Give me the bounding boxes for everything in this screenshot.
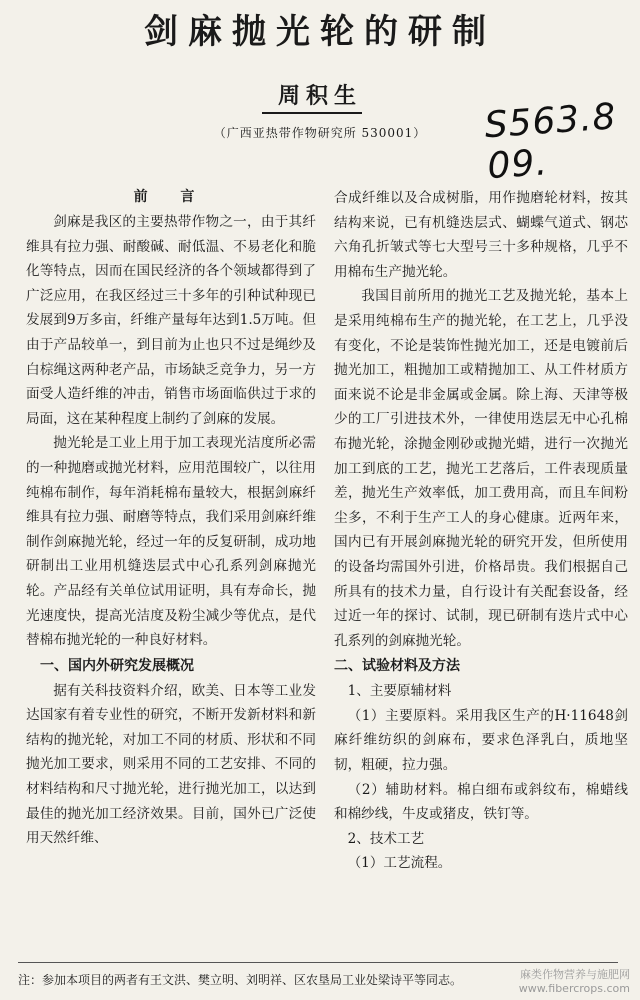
- watermark-site-name: 麻类作物营养与施肥网: [520, 968, 630, 981]
- author-underline: [262, 112, 362, 114]
- list-item: （1）主要原料。采用我区生产的H·11648剑麻纤维纺织的剑麻布，要求色泽乳白，质地坚韧，粗硬，拉力强。: [334, 707, 628, 774]
- section-heading: 一、国内外研究发展概况: [40, 657, 194, 674]
- author-affiliation: （广西亚热带作物研究所 530001）: [213, 126, 427, 140]
- paragraph: 我国目前所用的抛光工艺及抛光轮，基本上是采用纯棉布生产的抛光轮，在工艺上，几乎没有变化，不论是装饰性抛光加工，还是电镀前后抛光加工，粗抛加工或精抛加工、从工件材质方面来说不论是非金属或金属。除上海、天津等极少的工厂引进技术外，一律使用迭层无中心孔棉布抛光轮，涂抛金刚砂或抛光蜡，进行一次抛光加工到底的工艺，抛光工艺落后，工件表现质量差，抛光生产效率低，加工费用高，而且车间粉尘多，不利于生产工人的身心健康。近两年来，国内已有开展剑麻抛光轮的研究开发，但所使用的设备均需国外引进，价格昂贵。我们根据自己所具有的技术力量，自行设计有关配套设备，经过近一年的探讨、试制，现已研制有迭片式中心孔系列的剑麻抛光轮。: [334, 288, 628, 649]
- handwritten-classification-note: S563.8 09.: [483, 96, 618, 188]
- article-title: 剑麻抛光轮的研制: [144, 12, 496, 52]
- footnote: 注：参加本项目的两者有王文洪、樊立明、刘明祥、区农垦局工业处梁诗平等同志。: [18, 973, 463, 987]
- section-heading: 二、试验材料及方法: [334, 658, 460, 675]
- list-item: （1）工艺流程。: [347, 855, 452, 872]
- paragraph: 抛光轮是工业上用于加工表现光洁度所必需的一种抛磨或抛光材料，应用范围较广，以往用纯棉布制作，每年消耗棉布量较大，根据剑麻纤维具有拉力强、耐磨等特点，我们采用剑麻纤维制作剑麻抛光轮，经过一年的反复研制，成功地研制出工业用机缝迭层式中心孔系列剑麻抛光轮。产品经有关单位试用证明，具有寿命长，抛光速度快，提高光洁度及粉尘减少等优点，是代替棉布抛光轮的一种良好材料。: [26, 435, 316, 649]
- site-watermark: [519, 968, 630, 996]
- paragraph: 据有关科技资料介绍，欧美、日本等工业发达国家有着专业性的研究，不断开发新材料和新结构的抛光轮，对加工不同的材质、形状和不同抛光加工要求，则采用不同的工艺安排、不同的材料结构和尺寸抛光轮，进行抛光加工，以达到最佳的抛光加工经济效果。目前，国外已广泛使用天然纤维、: [26, 682, 316, 847]
- right-column: [334, 186, 628, 876]
- left-column: [26, 184, 316, 851]
- author-name: 周积生: [277, 83, 362, 109]
- subsection-heading: 2、技术工艺: [347, 830, 425, 847]
- paragraph-continued: 合成纤维以及合成树脂，用作抛磨轮材料，按其结构来说，已有机缝迭层式、蝴蝶气道式、钢芯六角孔折皱式等七大型号三十多种规格，几乎不用棉布生产抛光轮。: [334, 190, 628, 280]
- watermark-url: www.fibercrops.com: [518, 982, 630, 995]
- list-item: （2）辅助材料。棉白细布或斜纹布，棉蜡线和棉纱线，牛皮或猪皮，铁钉等。: [334, 781, 628, 823]
- footnote-divider: [18, 962, 618, 963]
- subsection-heading: 1、主要原辅材料: [347, 683, 452, 700]
- paragraph: 剑麻是我区的主要热带作物之一，由于其纤维具有拉力强、耐酸碱、耐低温、不易老化和脆化等特点，因而在国民经济的各个领域都得到了广泛应用，在我区经过三十多年的引种试种现已发展到9万多亩，纤维产量每年达到1.5万吨。但由于产品较单一，到目前为止也只不过是绳纱及白棕绳这两种老产品，市场缺乏竞争力，另一方面受人造纤维的冲击，销售市场面临供过于求的局面，这在某种程度上制约了剑麻的发展。: [26, 214, 316, 427]
- foreword-heading: 前 言: [133, 189, 209, 205]
